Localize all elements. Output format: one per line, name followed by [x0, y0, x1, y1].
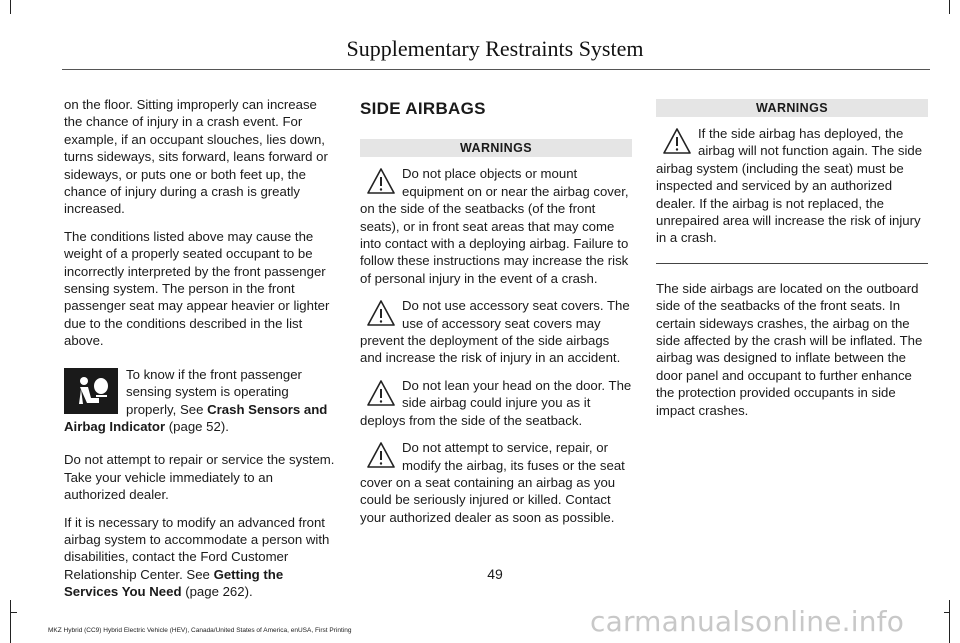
warning-item	[360, 297, 632, 367]
warning-text: Do not place objects or mount equipment on or near the airbag cover, on the side of the seatbacks (of the front seats), or in front seat areas that may come into contact with a deploying airbag. Failure to follow these instructions may increase the risk of personal injury in the event of a crash.	[360, 166, 629, 286]
warnings-heading: WARNINGS	[656, 99, 928, 117]
warning-item	[360, 439, 632, 526]
crop-mark	[11, 612, 17, 613]
passenger-sensing-note	[64, 366, 336, 436]
crop-mark	[944, 612, 949, 613]
warning-triangle-icon	[366, 167, 396, 195]
paragraph	[64, 514, 336, 601]
page-ref: (page 52).	[165, 418, 229, 434]
warnings-heading: WARNINGS	[360, 139, 632, 157]
note-text: To know if the front passenger sensing system is operating properly, See	[126, 366, 302, 417]
warning-text: Do not use accessory seat covers. The use of accessory seat covers may prevent the deployment of the side airbags and increase the risk of injury in an accident.	[360, 298, 630, 366]
paragraph: on the floor. Sitting improperly can increase the chance of injury in a crash event. For example, if an occupant slouches, lies down, turns sideways, sits forward, leans forward or sideways, or puts one or both feet up, the chance of injury during a crash is greatly increased.	[64, 97, 328, 217]
warning-item	[360, 377, 632, 429]
crop-mark	[949, 0, 950, 14]
paragraph: The side airbags are located on the outboard side of the seatbacks of the front seats. In certain sideways crashes, the airbag on the side affected by the crash will be inflated. The airbag was designed to inflate between the door panel and occupant to further enhance the protection provided occupants in side impact crashes.	[656, 280, 923, 418]
page-number: 49	[487, 566, 503, 582]
warning-item	[656, 125, 928, 247]
paragraph: Do not attempt to repair or service the system. Take your vehicle immediately to an authorized dealer.	[64, 452, 335, 503]
page-ref: (page 262).	[181, 584, 253, 600]
crop-mark	[10, 600, 11, 643]
warning-triangle-icon	[366, 379, 396, 407]
warning-triangle-icon	[366, 299, 396, 327]
airbag-indicator-icon	[64, 368, 118, 414]
crop-mark	[10, 0, 11, 14]
watermark: carmanualsonline.info	[590, 605, 905, 638]
warning-text: Do not attempt to service, repair, or modify the airbag, its fuses or the seat cover on a seat containing an airbag as you could be seriously injured or killed. Contact your authorized dealer as soon as possible.	[360, 440, 625, 525]
column-left	[64, 96, 336, 611]
section-title: SIDE AIRBAGS	[360, 99, 486, 118]
paragraph: The conditions listed above may cause the weight of a properly seated occupant to be incorrectly interpreted by the front passenger sensing system. The person in the front passenger seat may appear heavier or lighter due to the conditions described in the list above.	[64, 228, 330, 349]
warnings-end-divider	[656, 263, 928, 264]
services-link[interactable]: Getting the Services You Need	[64, 566, 284, 600]
warning-triangle-icon	[366, 441, 396, 469]
crash-sensors-link[interactable]: Crash Sensors and Airbag Indicator	[64, 401, 328, 434]
warning-text: If the side airbag has deployed, the airbag will not function again. The side airbag system (including the seat) must be inspected and serviced by an authorized dealer. If the airbag is not replaced, the unrepaired area will increase the risk of injury in a crash.	[656, 126, 923, 246]
paragraph-text: If it is necessary to modify an advanced front airbag system to accommodate a person with disabilities, contact the Ford Customer Relationship Center. See	[64, 514, 330, 582]
warning-triangle-icon	[662, 127, 692, 155]
warning-item	[360, 165, 632, 287]
column-middle	[360, 96, 632, 536]
crop-mark	[949, 600, 950, 643]
page-title: Supplementary Restraints System	[346, 36, 644, 61]
column-right	[656, 99, 928, 429]
footer-vehicle-info: MKZ Hybrid (CC9) Hybrid Electric Vehicle (HEV), Canada/United States of America, enUSA, First Printing	[48, 627, 352, 634]
header-divider	[62, 69, 930, 70]
warning-text: Do not lean your head on the door. The side airbag could injure you as it deploys from the side of the seatback.	[360, 377, 632, 428]
